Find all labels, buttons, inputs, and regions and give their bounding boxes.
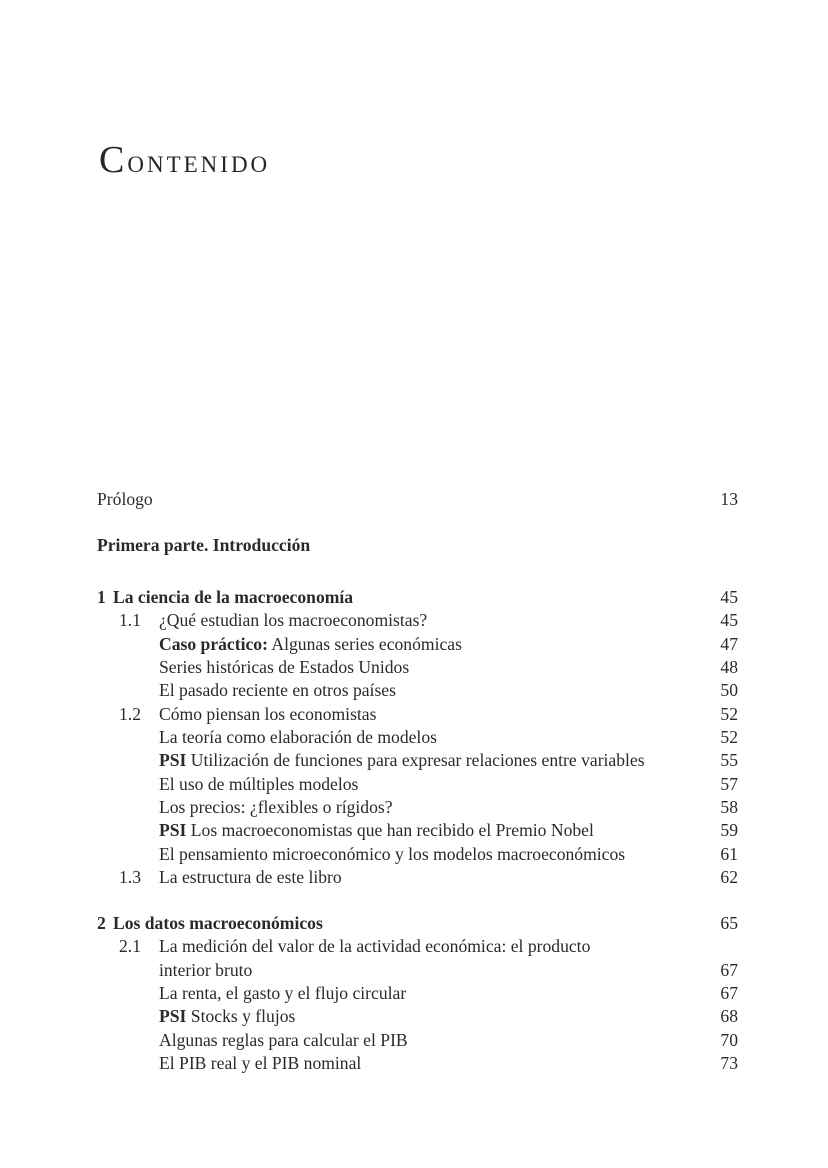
entry-bold-prefix: PSI bbox=[159, 1006, 187, 1027]
entry-bold-prefix: Caso práctico: bbox=[159, 633, 268, 654]
page-number: 59 bbox=[720, 820, 738, 841]
entry-label bbox=[159, 633, 708, 656]
page-number: 55 bbox=[720, 750, 738, 771]
entry-text: Stocks y flujos bbox=[186, 1006, 296, 1027]
section-number: 1.2 bbox=[119, 703, 141, 724]
entry-bold-prefix: PSI bbox=[159, 750, 187, 771]
page-number: 67 bbox=[720, 982, 738, 1003]
page-number: 65 bbox=[720, 913, 738, 933]
page-number: 45 bbox=[720, 587, 738, 607]
entry-label bbox=[159, 819, 708, 842]
page-title-initial: C bbox=[99, 139, 128, 181]
toc-row bbox=[0, 656, 828, 679]
entry-label: Los precios: ¿flexibles o rígidos? bbox=[159, 796, 393, 817]
toc-row bbox=[0, 679, 828, 702]
chapter-title: Los datos macroeconómicos bbox=[113, 913, 323, 933]
toc-row bbox=[0, 866, 828, 889]
entry-label: La medición del valor de la actividad económica: el producto bbox=[159, 936, 591, 957]
toc-row bbox=[0, 819, 828, 842]
toc-row bbox=[0, 935, 828, 958]
page-title-rest: ONTENIDO bbox=[127, 152, 271, 177]
page-number: 61 bbox=[720, 843, 738, 864]
entry-label: El pensamiento microeconómico y los modelos macroeconómicos bbox=[159, 843, 626, 864]
toc-row bbox=[0, 749, 828, 772]
page-number: 62 bbox=[720, 866, 738, 887]
chapter-row bbox=[0, 586, 828, 609]
entry-label: ¿Qué estudian los macroeconomistas? bbox=[159, 610, 428, 631]
toc-row-continuation bbox=[0, 959, 828, 982]
entry-label: Prólogo bbox=[97, 489, 153, 509]
part-heading bbox=[0, 534, 828, 557]
part-heading-label: Primera parte. Introducción bbox=[97, 535, 311, 555]
entry-label: interior bruto bbox=[159, 959, 253, 980]
entry-text: Utilización de funciones para expresar relaciones entre variables bbox=[186, 750, 645, 771]
page-number: 68 bbox=[720, 1006, 738, 1027]
page-number: 52 bbox=[720, 703, 738, 724]
toc-row bbox=[0, 982, 828, 1005]
toc-row bbox=[0, 726, 828, 749]
entry-bold-prefix: PSI bbox=[159, 820, 187, 841]
chapter-number: 1 bbox=[97, 587, 106, 607]
entry-text: Los macroeconomistas que han recibido el Premio Nobel bbox=[186, 820, 594, 841]
page-number: 52 bbox=[720, 726, 738, 747]
section-number: 2.1 bbox=[119, 936, 141, 957]
toc-row bbox=[0, 1052, 828, 1075]
toc-row bbox=[0, 796, 828, 819]
page-number: 57 bbox=[720, 773, 738, 794]
toc-row bbox=[0, 1029, 828, 1052]
entry-text: Algunas series económicas bbox=[267, 633, 462, 654]
page-title bbox=[99, 141, 270, 184]
entry-label: Cómo piensan los economistas bbox=[159, 703, 377, 724]
entry-label bbox=[159, 749, 708, 772]
toc-row bbox=[0, 773, 828, 796]
page-number: 48 bbox=[720, 656, 738, 677]
toc-row bbox=[0, 843, 828, 866]
toc-row-prologo bbox=[0, 488, 828, 511]
page-number: 13 bbox=[720, 489, 738, 509]
page-number: 70 bbox=[720, 1029, 738, 1050]
entry-label: Algunas reglas para calcular el PIB bbox=[159, 1029, 408, 1050]
page-number: 73 bbox=[720, 1052, 738, 1073]
section-number: 1.1 bbox=[119, 610, 141, 631]
page-number: 67 bbox=[720, 959, 738, 980]
page-number: 50 bbox=[720, 680, 738, 701]
toc-row bbox=[0, 703, 828, 726]
toc-row bbox=[0, 609, 828, 632]
page-number: 47 bbox=[720, 633, 738, 654]
toc-row bbox=[0, 633, 828, 656]
entry-label: La renta, el gasto y el flujo circular bbox=[159, 982, 407, 1003]
chapter-number: 2 bbox=[97, 913, 106, 933]
chapter-1-block bbox=[0, 586, 828, 889]
chapter-row bbox=[0, 912, 828, 935]
entry-label: La estructura de este libro bbox=[159, 866, 342, 887]
entry-label: El uso de múltiples modelos bbox=[159, 773, 359, 794]
entry-label: El PIB real y el PIB nominal bbox=[159, 1052, 362, 1073]
entry-label bbox=[159, 1005, 708, 1028]
chapter-2-block bbox=[0, 912, 828, 1075]
entry-label: El pasado reciente en otros países bbox=[159, 680, 396, 701]
page-number: 58 bbox=[720, 796, 738, 817]
toc-row bbox=[0, 1005, 828, 1028]
section-number: 1.3 bbox=[119, 866, 141, 887]
entry-label: Series históricas de Estados Unidos bbox=[159, 656, 410, 677]
page-number: 45 bbox=[720, 610, 738, 631]
entry-label: La teoría como elaboración de modelos bbox=[159, 726, 437, 747]
chapter-title: La ciencia de la macroeconomía bbox=[113, 587, 354, 607]
